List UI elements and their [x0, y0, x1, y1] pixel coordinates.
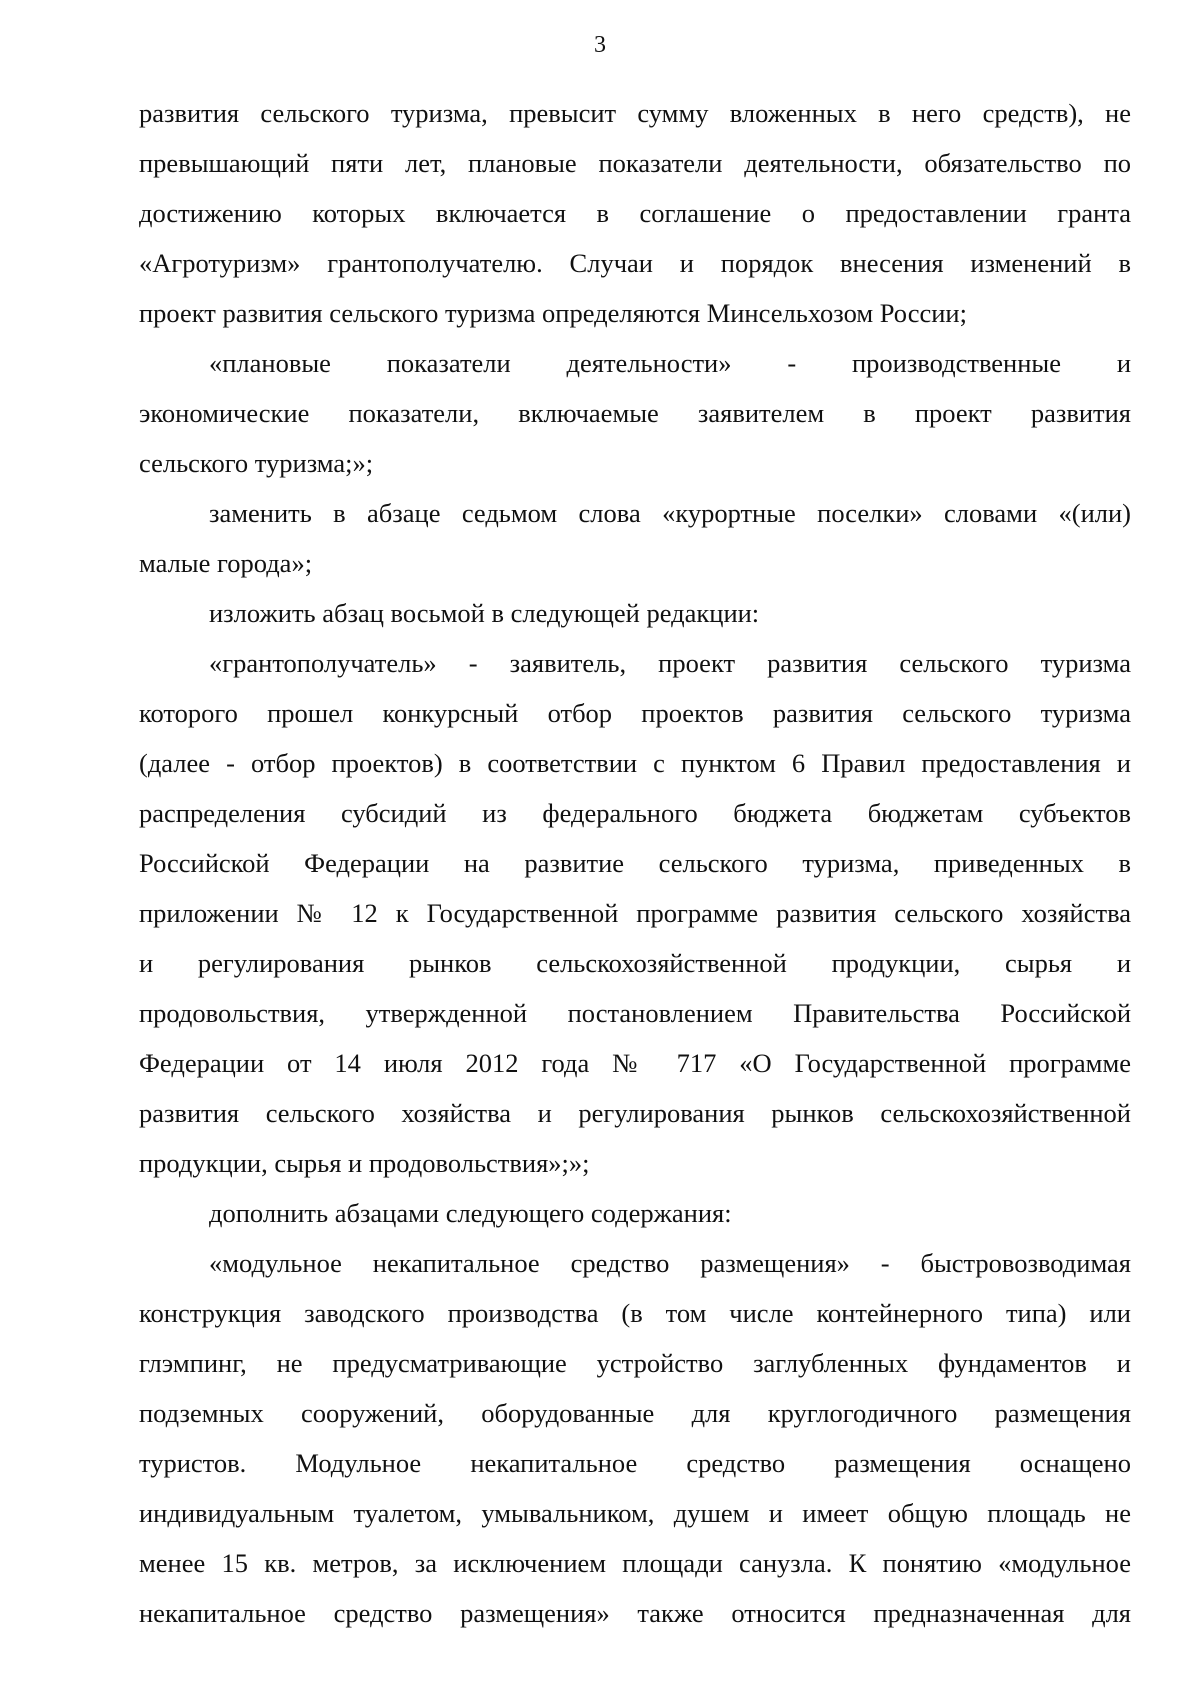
- paragraph: [139, 338, 1131, 488]
- text-line: экономические показатели, включаемые заявителем в проект развития: [139, 398, 1131, 428]
- text-line: индивидуальным туалетом, умывальником, душем и имеет общую площадь не: [139, 1498, 1131, 1528]
- text-line: глэмпинг, не предусматривающие устройство заглубленных фундаментов и: [139, 1348, 1131, 1378]
- text-line: малые города»;: [139, 548, 313, 578]
- text-line: (далее - отбор проектов) в соответствии с пунктом 6 Правил предоставления и: [139, 748, 1131, 778]
- text-line: «модульное некапитальное средство размещения» - быстровозводимая: [209, 1248, 1131, 1278]
- text-line: дополнить абзацами следующего содержания:: [209, 1198, 732, 1228]
- text-line: конструкция заводского производства (в том числе контейнерного типа) или: [139, 1298, 1131, 1328]
- text-line: заменить в абзаце седьмом слова «курортные поселки» словами «(или): [209, 498, 1131, 528]
- text-line: продовольствия, утвержденной постановлением Правительства Российской: [139, 998, 1131, 1028]
- document-body: [139, 88, 1131, 1638]
- text-line: подземных сооружений, оборудованные для круглогодичного размещения: [139, 1398, 1131, 1428]
- text-line: изложить абзац восьмой в следующей редакции:: [209, 598, 760, 628]
- text-line: развития сельского туризма, превысит сумму вложенных в него средств), не: [139, 98, 1131, 128]
- text-line: туристов. Модульное некапитальное средство размещения оснащено: [139, 1448, 1131, 1478]
- text-line: некапитальное средство размещения» также относится предназначенная для: [139, 1598, 1131, 1628]
- text-line: менее 15 кв. метров, за исключением площади санузла. К понятию «модульное: [139, 1548, 1131, 1578]
- text-line: и регулирования рынков сельскохозяйственной продукции, сырья и: [139, 948, 1131, 978]
- text-line: проект развития сельского туризма определяются Минсельхозом России;: [139, 298, 967, 328]
- text-line: приложении № 12 к Государственной программе развития сельского хозяйства: [139, 898, 1131, 928]
- text-line: Российской Федерации на развитие сельского туризма, приведенных в: [139, 848, 1131, 878]
- text-line: которого прошел конкурсный отбор проектов развития сельского туризма: [139, 698, 1131, 728]
- paragraph: [139, 488, 1131, 588]
- text-line: сельского туризма;»;: [139, 448, 374, 478]
- text-line: «грантополучатель» - заявитель, проект развития сельского туризма: [209, 648, 1131, 678]
- page-number: 3: [594, 32, 606, 58]
- paragraph: [139, 88, 1131, 338]
- text-line: распределения субсидий из федерального бюджета бюджетам субъектов: [139, 798, 1131, 828]
- text-line: «плановые показатели деятельности» - производственные и: [209, 348, 1131, 378]
- text-line: превышающий пяти лет, плановые показатели деятельности, обязательство по: [139, 148, 1131, 178]
- text-line: достижению которых включается в соглашение о предоставлении гранта: [139, 198, 1131, 228]
- paragraph: [139, 1188, 1131, 1238]
- paragraph: [139, 1238, 1131, 1638]
- paragraph: [139, 638, 1131, 1188]
- text-line: продукции, сырья и продовольствия»;»;: [139, 1148, 590, 1178]
- text-line: развития сельского хозяйства и регулирования рынков сельскохозяйственной: [139, 1098, 1131, 1128]
- text-line: Федерации от 14 июля 2012 года № 717 «О Государственной программе: [139, 1048, 1131, 1078]
- text-line: «Агротуризм» грантополучателю. Случаи и порядок внесения изменений в: [139, 248, 1131, 278]
- paragraph: [139, 588, 1131, 638]
